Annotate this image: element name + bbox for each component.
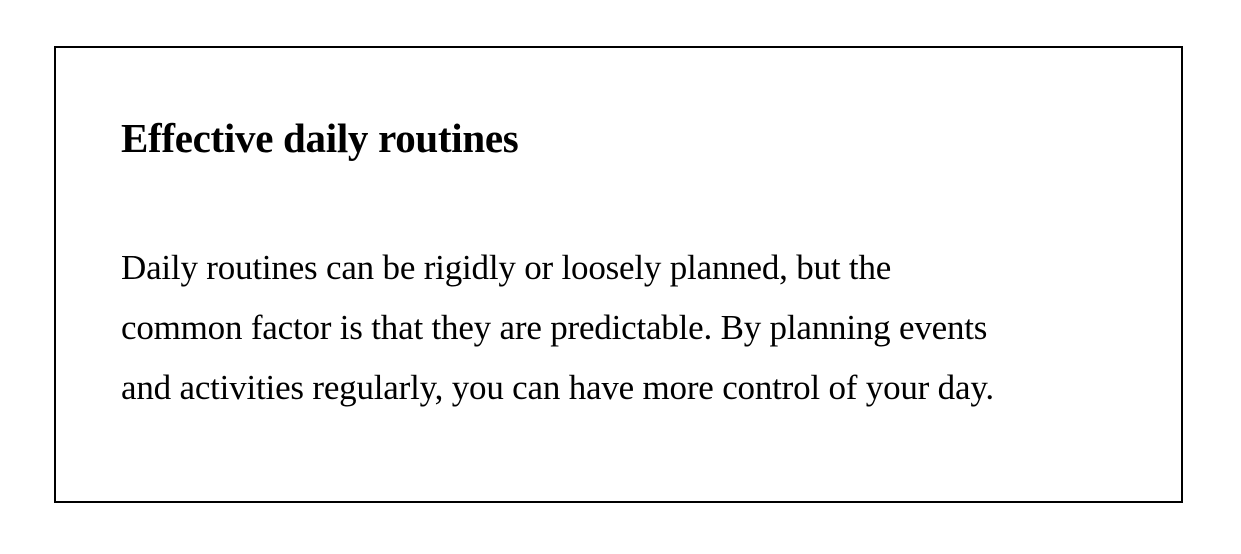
paragraph-line: common factor is that they are predictable. By planning events	[121, 308, 988, 347]
card-title: Effective daily routines	[121, 115, 519, 161]
content-card	[54, 46, 1183, 503]
paragraph-line: Daily routines can be rigidly or loosely planned, but the	[121, 248, 892, 287]
card-paragraph	[121, 238, 1131, 418]
paragraph-line: and activities regularly, you can have more control of your day.	[121, 368, 994, 407]
